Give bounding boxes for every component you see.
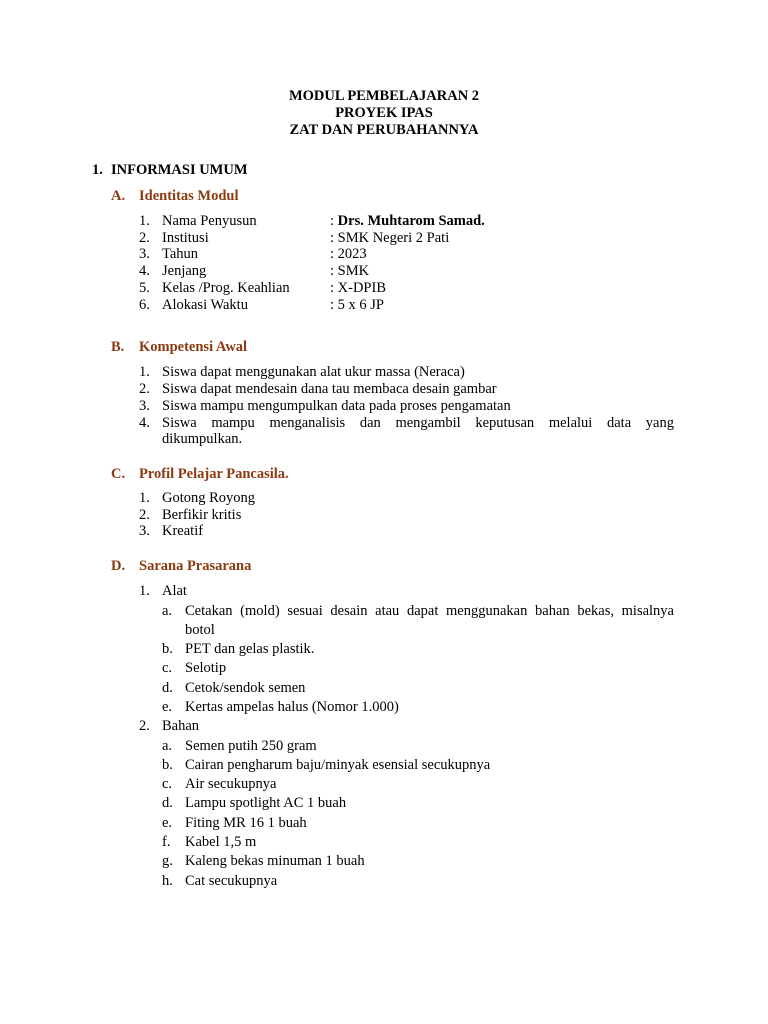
- list-item: Siswa dapat menggunakan alat ukur massa (Neraca): [162, 364, 465, 380]
- subsection-heading-kompetensi: Kompetensi Awal: [139, 339, 248, 355]
- identitas-value-text: SMK: [337, 263, 370, 279]
- doc-title-line3: ZAT DAN PERUBAHANNYA: [289, 122, 479, 138]
- identitas-value-text: X-DPIB: [337, 280, 386, 296]
- identitas-value: : 5 x 6 JP: [330, 297, 384, 313]
- identitas-value-text: 5 x 6 JP: [337, 297, 384, 313]
- list-item: Cetakan (mold) sesuai desain atau dapat menggunakan bahan bekas, misalnya: [185, 603, 674, 619]
- list-item: Gotong Royong: [162, 490, 256, 506]
- subsection-heading-identitas: Identitas Modul: [139, 188, 239, 204]
- doc-title-line2: PROYEK IPAS: [335, 105, 433, 121]
- identitas-value-text: 2023: [337, 246, 367, 262]
- list-item: Cat secukupnya: [185, 873, 278, 889]
- list-item: Semen putih 250 gram: [185, 738, 317, 754]
- list-label-alat: Alat: [162, 583, 187, 599]
- identitas-num: 5.: [139, 280, 150, 296]
- list-number: 2.: [139, 507, 150, 523]
- list-letter: d.: [162, 680, 173, 696]
- list-number: 4.: [139, 415, 150, 431]
- list-number: 1.: [139, 490, 150, 506]
- identitas-key: Tahun: [162, 246, 199, 262]
- list-letter: e.: [162, 699, 173, 715]
- identitas-value: : SMK: [330, 263, 370, 279]
- list-letter: c.: [162, 660, 173, 676]
- list-item-continuation: botol: [185, 622, 215, 638]
- list-letter: c.: [162, 776, 173, 792]
- identitas-value: : 2023: [330, 246, 367, 262]
- identitas-value: : X-DPIB: [330, 280, 386, 296]
- list-item: Kaleng bekas minuman 1 buah: [185, 853, 365, 869]
- list-item: PET dan gelas plastik.: [185, 641, 315, 657]
- list-label-bahan: Bahan: [162, 718, 200, 734]
- list-letter: g.: [162, 853, 173, 869]
- section-number: 1.: [92, 162, 103, 178]
- identitas-value: : SMK Negeri 2 Pati: [330, 230, 450, 246]
- list-letter: f.: [162, 834, 171, 850]
- list-letter: d.: [162, 795, 173, 811]
- identitas-num: 2.: [139, 230, 150, 246]
- list-letter: a.: [162, 603, 173, 619]
- list-item: Cairan pengharum baju/minyak esensial secukupnya: [185, 757, 491, 773]
- subsection-letter-b: B.: [111, 339, 125, 355]
- subsection-heading-sarana: Sarana Prasarana: [139, 558, 252, 574]
- list-item: Siswa mampu mengumpulkan data pada proses pengamatan: [162, 398, 511, 414]
- list-item: Cetok/sendok semen: [185, 680, 306, 696]
- list-item: Kreatif: [162, 523, 204, 539]
- identitas-key: Institusi: [162, 230, 209, 246]
- identitas-num: 4.: [139, 263, 150, 279]
- identitas-num: 6.: [139, 297, 150, 313]
- identitas-key: Alokasi Waktu: [162, 297, 248, 313]
- subsection-letter-a: A.: [111, 188, 126, 204]
- identitas-value: : Drs. Muhtarom Samad.: [330, 213, 485, 229]
- subsection-letter-d: D.: [111, 558, 126, 574]
- list-number: 2.: [139, 381, 150, 397]
- list-item: Selotip: [185, 660, 227, 676]
- list-item: Kabel 1,5 m: [185, 834, 257, 850]
- list-letter: e.: [162, 815, 173, 831]
- list-item: Siswa mampu menganalisis dan mengambil keputusan melalui data yang: [162, 415, 674, 431]
- section-heading: INFORMASI UMUM: [111, 162, 248, 178]
- list-item: Siswa dapat mendesain dana tau membaca desain gambar: [162, 381, 497, 397]
- list-letter: h.: [162, 873, 173, 889]
- list-number: 2.: [139, 718, 150, 734]
- list-item: Berfikir kritis: [162, 507, 242, 523]
- identitas-key: Jenjang: [162, 263, 207, 279]
- list-item-continuation: dikumpulkan.: [162, 431, 243, 447]
- identitas-key: Kelas /Prog. Keahlian: [162, 280, 290, 296]
- list-letter: a.: [162, 738, 173, 754]
- list-number: 3.: [139, 398, 150, 414]
- list-item: Fiting MR 16 1 buah: [185, 815, 307, 831]
- list-number: 1.: [139, 364, 150, 380]
- identitas-num: 3.: [139, 246, 150, 262]
- identitas-key: Nama Penyusun: [162, 213, 257, 229]
- list-letter: b.: [162, 757, 173, 773]
- identitas-value-text: Drs. Muhtarom Samad.: [337, 213, 485, 229]
- doc-title-line1: MODUL PEMBELAJARAN 2: [288, 88, 480, 104]
- list-number: 1.: [139, 583, 150, 599]
- identitas-value-text: SMK Negeri 2 Pati: [337, 230, 450, 246]
- list-number: 3.: [139, 523, 150, 539]
- list-item: Lampu spotlight AC 1 buah: [185, 795, 347, 811]
- list-letter: b.: [162, 641, 173, 657]
- list-item: Air secukupnya: [185, 776, 277, 792]
- subsection-heading-profil: Profil Pelajar Pancasila.: [139, 466, 289, 482]
- subsection-letter-c: C.: [111, 466, 126, 482]
- identitas-num: 1.: [139, 213, 150, 229]
- list-item: Kertas ampelas halus (Nomor 1.000): [185, 699, 399, 715]
